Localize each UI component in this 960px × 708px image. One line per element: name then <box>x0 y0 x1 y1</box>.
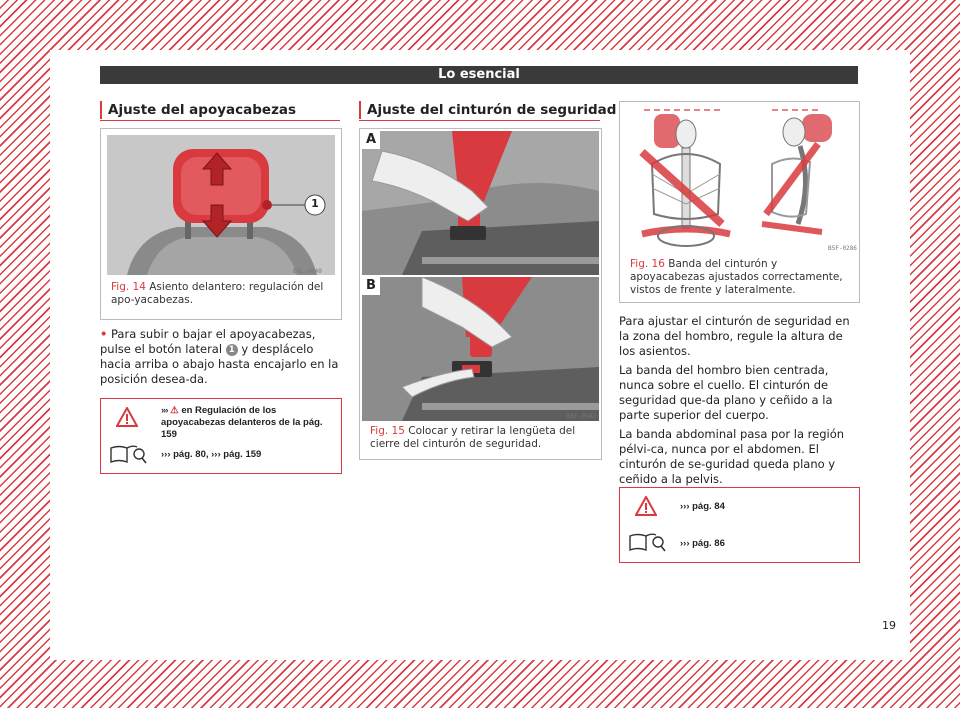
belt-illustration-a <box>362 131 599 275</box>
paragraph-2: La banda del hombro bien centrada, nunca sobre el cuello. El cinturón de seguridad que-da plano y ceñido a la parte superior del cuerpo. <box>619 363 833 422</box>
left-section-title: Ajuste del apoyacabezas <box>100 101 296 119</box>
warning-icon <box>635 496 657 516</box>
figure-caption-text: Colocar y retirar la lengüeta del cierre del cinturón de seguridad. <box>370 425 576 450</box>
book-reference[interactable]: ››› pág. 86 <box>680 538 725 549</box>
warning-icon <box>116 407 138 427</box>
right-body <box>619 314 858 491</box>
small-warning-icon: ⚠ <box>170 405 179 416</box>
paragraph-3: La banda abdominal pasa por la región pélvi-ca, nunca por el abdomen. El cinturón de se-guridad queda plano y ceñido a la pelvis. <box>619 427 845 486</box>
chevron-icon: ››› <box>161 405 168 416</box>
book-icon <box>109 444 147 464</box>
headrest-illustration <box>107 135 335 275</box>
left-section-rule <box>100 120 340 121</box>
label-a: A <box>362 131 380 149</box>
figure-label: Fig. 15 <box>370 425 405 437</box>
left-body <box>100 327 340 387</box>
bullet-icon: • <box>100 327 108 341</box>
page <box>50 50 910 660</box>
headrest-figure <box>100 128 342 320</box>
figure-caption <box>370 425 592 451</box>
posture-figure <box>619 101 860 303</box>
warning-reference[interactable]: ››› pág. 84 <box>680 501 725 512</box>
book-reference[interactable]: ››› pág. 80, ››› pág. 159 <box>161 449 262 460</box>
page-number: 19 <box>882 619 896 632</box>
bullet-text-2: y desplácelo hacia arriba o abajo hasta encajarlo en la posición desea-da. <box>100 342 339 386</box>
callout-badge: 1 <box>226 344 238 356</box>
left-reference-box <box>100 398 342 474</box>
figure-label: Fig. 14 <box>111 281 146 293</box>
book-icon <box>628 532 666 552</box>
figure-caption-text: Banda del cinturón y apoyacabezas ajustados correctamente, vistos de frente y lateralmente. <box>630 258 843 296</box>
paragraph-1: Para ajustar el cinturón de seguridad en la zona del hombro, regule la altura de los asientos. <box>619 314 850 358</box>
callout-1: 1 <box>311 197 319 210</box>
belt-illustration-b <box>362 277 599 421</box>
label-b: B <box>362 277 380 295</box>
figure-caption <box>111 281 333 307</box>
warning-reference[interactable] <box>161 405 339 441</box>
right-reference-box <box>619 487 860 563</box>
figure-caption <box>630 258 852 297</box>
figure-label: Fig. 16 <box>630 258 665 270</box>
figure-code: B5F-0286 <box>828 245 857 252</box>
middle-section-title: Ajuste del cinturón de seguridad <box>359 101 616 119</box>
figure-code: BXL-0040 <box>293 268 322 275</box>
section-header-bar: Lo esencial <box>100 66 858 84</box>
posture-illustration <box>622 104 857 252</box>
warning-reference-text: en Regulación de los apoyacabezas delanteros de la pág. 159 <box>161 405 323 440</box>
belt-figure <box>359 128 602 460</box>
middle-section-rule <box>359 120 600 121</box>
bullet-text-1: Para subir o bajar el apoyacabezas, pulse el botón lateral <box>100 327 316 356</box>
figure-caption-text: Asiento delantero: regulación del apo-yacabezas. <box>111 281 324 306</box>
figure-code: B5F-0542 <box>567 413 596 420</box>
